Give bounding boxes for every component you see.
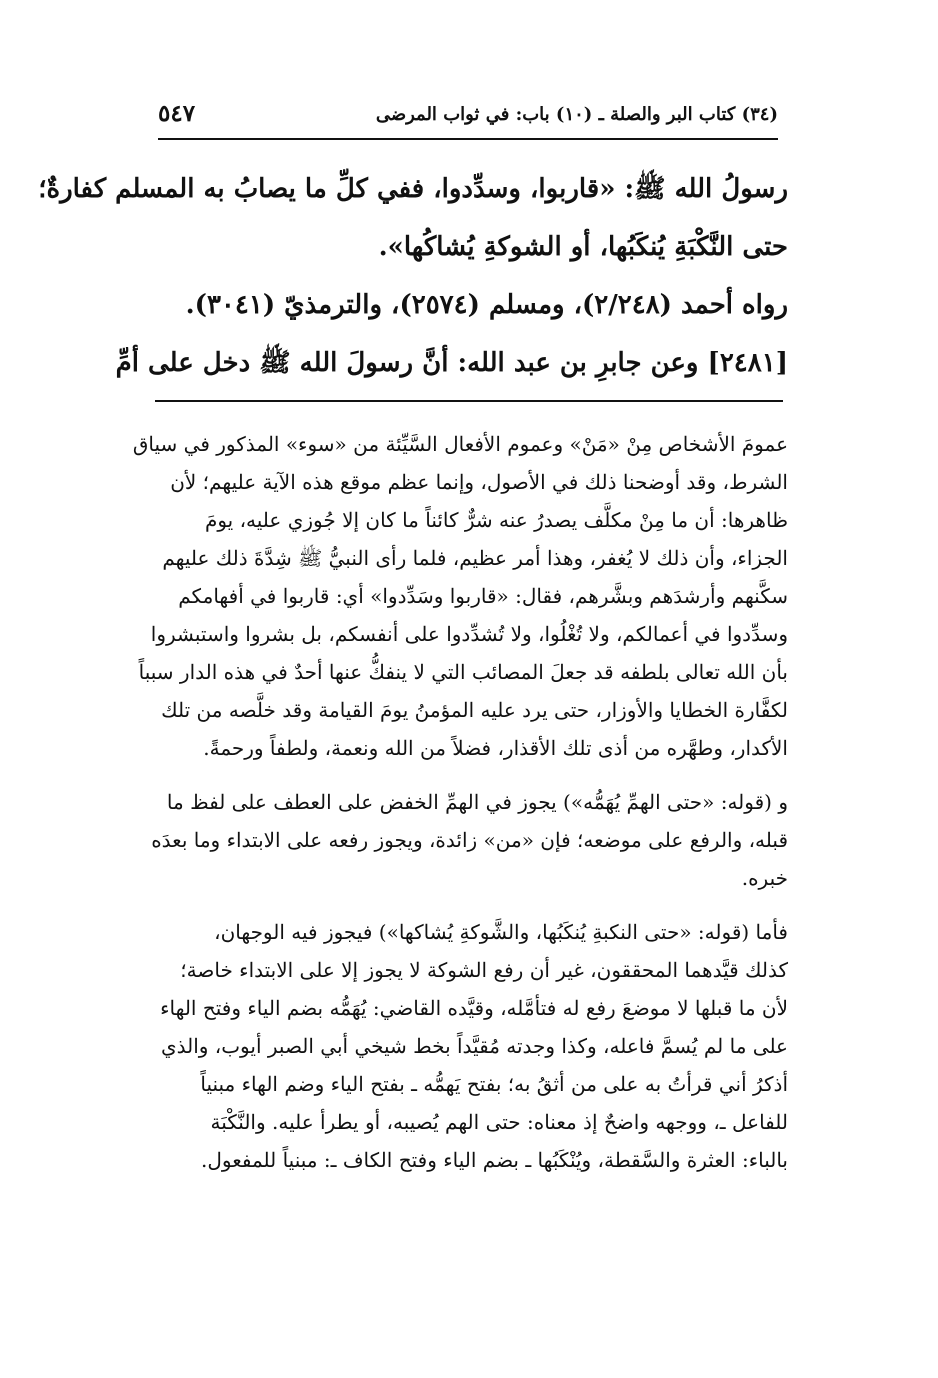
commentary-line: عمومَ الأشخاص مِنْ «مَنْ» وعموم الأفعال السَّيِّئة من «سوء» المذكور في سياق — [132, 432, 788, 456]
commentary-line: فأما (قوله: «حتى النكبةِ يُنكَبُها، والشَّوكةِ يُشاكها») فيجوز فيه الوجهان، — [214, 920, 788, 944]
page-header — [158, 98, 778, 140]
commentary-line: و (قوله: «حتى الهمِّ يُهَمُّه») يجوز في الهمِّ الخفض على العطف على لفظ ما — [166, 790, 788, 814]
page-number: ٥٤٧ — [158, 100, 196, 127]
commentary-paragraph — [132, 425, 788, 767]
hadith-line: [٢٤٨١] وعن جابرِ بن عبد الله: أنَّ رسولَ الله ﷺ دخل على أمِّ — [115, 348, 788, 378]
commentary-paragraph — [158, 913, 788, 1179]
commentary-line: الشرط، وقد أوضحنا ذلك في الأصول، وإنما عظم موقع هذه الآية عليهم؛ لأن — [170, 470, 788, 494]
commentary-line: بالباء: العثرة والسَّقطة، ويُنْكَبُها ـ بضم الياء وفتح الكاف ـ: مبنياً للمفعول. — [200, 1148, 788, 1172]
commentary-text — [132, 425, 788, 1179]
commentary-line: سكَّنهم وأرشدَهم وبشَّرهم، فقال: «قاربوا وسَدِّدوا» أي: قاربوا في أفهامكم — [178, 584, 788, 608]
commentary-line: الجزاء، وأن ذلك لا يُغفر، وهذا أمر عظيم، فلما رأى النبيُّ ﷺ شِدَّةَ ذلك عليهم — [162, 546, 788, 570]
hadith-line: رسولُ الله ﷺ: «قاربوا، وسدِّدوا، ففي كلِّ ما يصابُ به المسلم كفارةٌ؛ — [38, 174, 788, 204]
commentary-line: الأكدار، وطهَّره من أذى تلك الأقذار، فضلاً من الله ونعمة، ولطفاً ورحمةً. — [203, 736, 788, 760]
commentary-line: على ما لم يُسمَّ فاعله، وكذا وجدته مُقيَّداً بخط شيخي أبي الصبر أيوب، والذي — [160, 1034, 788, 1058]
running-title: (٣٤) كتاب البر والصلة ـ (١٠) باب: في ثواب المرضى — [375, 104, 778, 125]
commentary-line: ظاهرها: أن ما مِنْ مكلَّف يصدرُ عنه شرٌّ كائناً ما كان إلا جُوزي عليه، يومَ — [204, 508, 788, 532]
commentary-line: قبله، والرفع على موضعه؛ فإن «من» زائدة، ويجوز رفعه على الابتداء وما بعدَه — [151, 828, 788, 852]
footnote-separator — [155, 400, 783, 402]
commentary-line: خبره. — [741, 866, 788, 890]
commentary-line: لأن ما قبلها لا موضعَ رفع له فتأمَّله، وقيَّده القاضي: يُهَمُّه بضم الياء وفتح الهاء — [160, 996, 788, 1020]
commentary-line: وسدِّدوا في أعمالكم، ولا تُغْلُوا، ولا تُشدِّدوا على أنفسكم، بل بشروا واستبشروا — [150, 622, 788, 646]
hadith-line: حتى النَّكْبَةِ يُنكَبُها، أو الشوكةِ يُشاكُها». — [378, 232, 788, 262]
commentary-line: لكفَّارة الخطايا والأوزار، حتى يرد عليه المؤمنُ يومَ القيامة وقد خلَّصه من تلك — [161, 698, 788, 722]
hadith-source-line: رواه أحمد (٢/٢٤٨)، ومسلم (٢٥٧٤)، والترمذيّ (٣٠٤١). — [185, 290, 788, 320]
commentary-line: أذكرُ أني قرأتُ به على من أثقُ به؛ بفتح يَهمُّه ـ بفتح الياء وضم الهاء مبنياً — [200, 1072, 788, 1096]
commentary-line: للفاعل ـ، ووجهه واضحٌ إذ معناه: حتى الهم يُصيبه، أو يطرأ عليه. والنَّكْبَة — [210, 1110, 788, 1134]
commentary-paragraph — [151, 783, 788, 897]
hadith-text — [38, 160, 788, 392]
commentary-line: بأن الله تعالى بلطفه قد جعلَ المصائب التي لا ينفكُّ عنها أحدٌ في هذه الدار سبباً — [138, 660, 788, 684]
commentary-line: كذلك قيَّدهما المحققون، غير أن رفع الشوكة لا يجوز إلا على الابتداء خاصة؛ — [180, 958, 788, 982]
